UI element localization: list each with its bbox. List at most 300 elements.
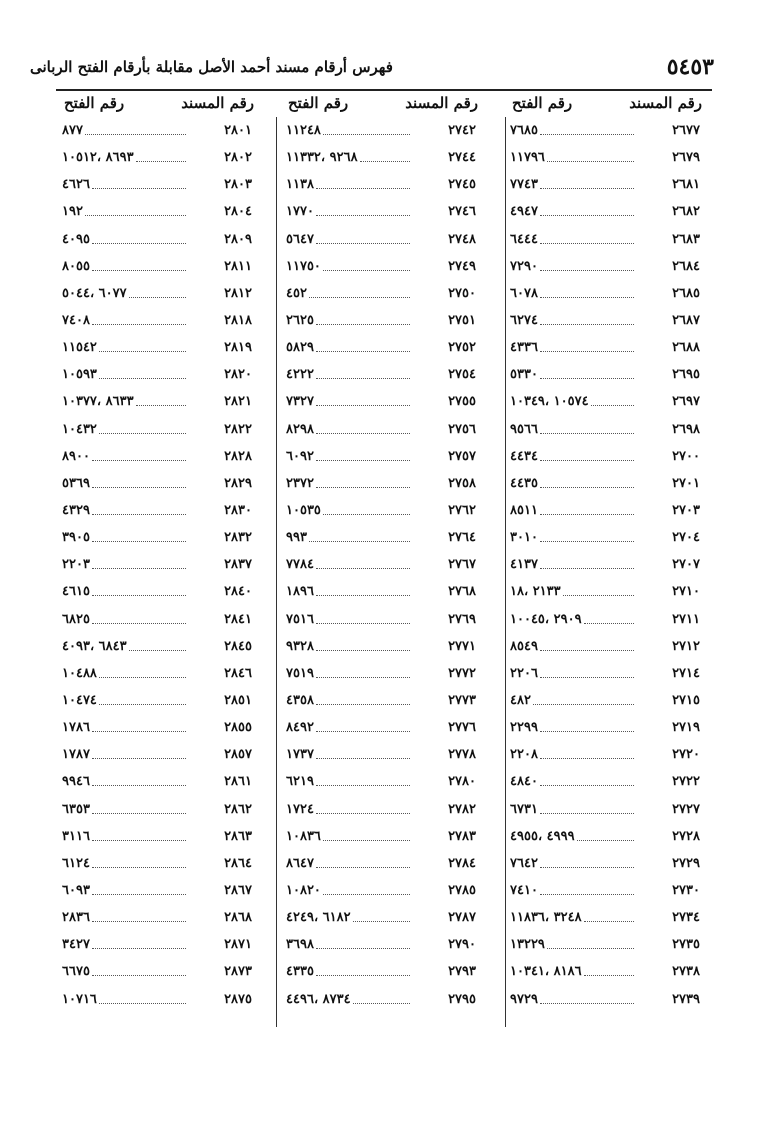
index-row bbox=[504, 768, 712, 795]
fath-number: ١٧٧٠ bbox=[286, 204, 314, 220]
running-title: فهرس أرقام مسند أحمد الأصل مقابلة بأرقام الفتح الربانى bbox=[30, 58, 393, 76]
index-row bbox=[504, 443, 712, 470]
fath-number: ٢١٣٣ ،١٨ bbox=[510, 584, 561, 600]
index-row bbox=[56, 958, 264, 985]
fath-number: ٦٣٥٣ bbox=[62, 801, 90, 817]
fath-number: ٩٣٢٨ bbox=[286, 638, 314, 654]
musnad-number: ٢٧٤٢ bbox=[448, 123, 476, 139]
index-row bbox=[504, 117, 712, 144]
fath-number: ٣١١٦ bbox=[62, 828, 90, 844]
dot-leader bbox=[92, 975, 186, 976]
musnad-number: ٢٧١٢ bbox=[672, 638, 700, 654]
fath-number: ٣٩٠٥ bbox=[62, 530, 90, 546]
fath-number: ١٧٨٧ bbox=[62, 747, 90, 763]
index-row bbox=[504, 796, 712, 823]
musnad-number: ٢٧١١ bbox=[672, 611, 700, 627]
index-row bbox=[56, 687, 264, 714]
fath-number: ٨٠٥٥ bbox=[62, 258, 90, 274]
fath-number: ٦٠٧٨ bbox=[510, 285, 538, 301]
fath-number: ٦٠٩٣ bbox=[62, 883, 90, 898]
musnad-number: ٢٧٥١ bbox=[448, 313, 476, 329]
musnad-number: ٢٨٠٣ bbox=[224, 177, 252, 193]
musnad-number: ٢٧٧١ bbox=[448, 638, 476, 654]
index-row bbox=[504, 850, 712, 877]
musnad-number: ٢٦٨١ bbox=[672, 177, 700, 193]
dot-leader bbox=[92, 623, 186, 624]
index-row bbox=[504, 606, 712, 633]
dot-leader bbox=[316, 595, 410, 596]
musnad-number: ٢٧٢٢ bbox=[672, 774, 700, 790]
fath-number: ٢٢٠٦ bbox=[510, 665, 538, 681]
index-row bbox=[280, 226, 488, 253]
index-row bbox=[280, 931, 488, 958]
index-row bbox=[280, 578, 488, 605]
dot-leader bbox=[584, 921, 634, 922]
musnad-number: ٢٧٦٩ bbox=[448, 611, 476, 627]
index-row bbox=[280, 551, 488, 578]
index-row bbox=[504, 931, 712, 958]
index-row bbox=[280, 986, 488, 1013]
dot-leader bbox=[316, 758, 410, 759]
index-row bbox=[56, 253, 264, 280]
dot-leader bbox=[563, 595, 634, 596]
fath-number: ٨٦٩٣ ،١٠٥١٢ bbox=[62, 150, 134, 166]
musnad-number: ٢٨٧١ bbox=[224, 937, 252, 953]
dot-leader bbox=[316, 324, 410, 325]
dot-leader bbox=[540, 541, 634, 542]
fath-number: ٣٠١٠ bbox=[510, 530, 538, 546]
fath-number: ٧٤٠٨ bbox=[62, 313, 90, 329]
index-column-2 bbox=[280, 117, 488, 1025]
fath-number: ٤٨٤٠ bbox=[510, 774, 538, 790]
fath-number: ٤٢٢٢ bbox=[286, 367, 314, 383]
index-row bbox=[56, 334, 264, 361]
index-row bbox=[504, 633, 712, 660]
dot-leader bbox=[92, 731, 186, 732]
musnad-number: ٢٨٣٧ bbox=[224, 557, 252, 573]
index-row bbox=[504, 958, 712, 985]
fath-number: ٦٠٩٢ bbox=[286, 448, 314, 464]
dot-leader bbox=[540, 813, 634, 814]
index-row bbox=[504, 171, 712, 198]
index-row bbox=[280, 768, 488, 795]
index-row bbox=[280, 144, 488, 171]
fath-number: ٩٢٦٨ ،١١٣٣٢ bbox=[286, 150, 358, 166]
musnad-number: ٢٧٦٢ bbox=[448, 503, 476, 519]
dot-leader bbox=[540, 270, 634, 271]
index-row bbox=[504, 578, 712, 605]
musnad-number: ٢٧٤٩ bbox=[448, 258, 476, 274]
dot-leader bbox=[540, 297, 634, 298]
fath-number: ١٠٨٢٠ bbox=[286, 883, 321, 898]
page-header bbox=[30, 54, 714, 88]
fath-number: ١٠٥٩٣ bbox=[62, 367, 97, 383]
dot-leader bbox=[129, 297, 186, 298]
musnad-number: ٢٧٨٠ bbox=[448, 774, 476, 790]
fath-number: ٤٩٩٩ ،٤٩٥٥ bbox=[510, 828, 575, 844]
dot-leader bbox=[92, 324, 186, 325]
fath-number: ٦٨٢٥ bbox=[62, 611, 90, 627]
index-row bbox=[504, 226, 712, 253]
column-headers bbox=[56, 91, 712, 117]
dot-leader bbox=[316, 188, 410, 189]
index-row bbox=[56, 850, 264, 877]
index-row bbox=[504, 714, 712, 741]
dot-leader bbox=[540, 650, 634, 651]
dot-leader bbox=[323, 894, 410, 895]
musnad-number: ٢٧٩٥ bbox=[448, 991, 476, 1007]
dot-leader bbox=[323, 134, 410, 135]
musnad-number: ٢٧١٠ bbox=[672, 584, 700, 600]
musnad-number: ٢٨٦١ bbox=[224, 774, 252, 790]
column-header-fath: رقم الفتح bbox=[512, 94, 573, 112]
musnad-number: ٢٨٣٠ bbox=[224, 503, 252, 519]
fath-number: ٦٨٤٣ ،٤٠٩٣ bbox=[62, 638, 127, 654]
musnad-number: ٢٧٨٧ bbox=[448, 910, 476, 926]
index-row bbox=[504, 986, 712, 1013]
dot-leader bbox=[353, 921, 410, 922]
fath-number: ٨١٨٦ ،١٠٣٤١ bbox=[510, 964, 582, 980]
dot-leader bbox=[92, 188, 186, 189]
musnad-number: ٢٧٨٢ bbox=[448, 801, 476, 817]
fath-number: ٩٩٣ bbox=[286, 530, 307, 546]
index-row bbox=[56, 497, 264, 524]
fath-number: ١٠٤٧٤ bbox=[62, 693, 97, 709]
dot-leader bbox=[540, 514, 634, 515]
index-row bbox=[56, 877, 264, 904]
fath-number: ٧٤١٠ bbox=[510, 883, 538, 898]
index-row bbox=[280, 117, 488, 144]
index-row bbox=[56, 226, 264, 253]
page-number: ٥٤٥٣ bbox=[666, 54, 714, 80]
dot-leader bbox=[540, 677, 634, 678]
musnad-number: ٢٨٠٢ bbox=[224, 150, 252, 166]
dot-leader bbox=[540, 324, 634, 325]
dot-leader bbox=[99, 433, 186, 434]
dot-leader bbox=[92, 595, 186, 596]
index-row bbox=[56, 904, 264, 931]
fath-number: ٧٦٤٢ bbox=[510, 855, 538, 871]
index-row bbox=[56, 416, 264, 443]
index-row bbox=[280, 606, 488, 633]
dot-leader bbox=[85, 134, 186, 135]
fath-number: ٨٥١١ bbox=[510, 503, 538, 519]
index-row bbox=[56, 823, 264, 850]
musnad-number: ٢٧٩٠ bbox=[448, 937, 476, 953]
dot-leader bbox=[540, 731, 634, 732]
fath-number: ٦٦٧٥ bbox=[62, 964, 90, 980]
fath-number: ٨٢٩٨ bbox=[286, 421, 314, 437]
fath-number: ٤٣٢٩ bbox=[62, 503, 90, 519]
index-row bbox=[280, 741, 488, 768]
index-row bbox=[280, 198, 488, 225]
fath-number: ٤٤٣٥ bbox=[510, 475, 538, 491]
index-row bbox=[504, 416, 712, 443]
musnad-number: ٢٨٢١ bbox=[224, 394, 252, 410]
dot-leader bbox=[92, 948, 186, 949]
index-row bbox=[504, 524, 712, 551]
fath-number: ٦٧٣١ bbox=[510, 801, 538, 817]
musnad-number: ٢٨١٩ bbox=[224, 340, 252, 356]
musnad-number: ٢٦٩٨ bbox=[672, 421, 700, 437]
fath-number: ٤٩٤٧ bbox=[510, 204, 538, 220]
musnad-number: ٢٧٨٣ bbox=[448, 828, 476, 844]
index-row bbox=[504, 741, 712, 768]
fath-number: ١٧٣٧ bbox=[286, 747, 314, 763]
index-row bbox=[56, 660, 264, 687]
index-row bbox=[56, 796, 264, 823]
index-row bbox=[504, 497, 712, 524]
index-row bbox=[56, 280, 264, 307]
index-row bbox=[504, 361, 712, 388]
musnad-number: ٢٧٧٢ bbox=[448, 665, 476, 681]
dot-leader bbox=[92, 867, 186, 868]
index-row bbox=[280, 687, 488, 714]
index-row bbox=[56, 551, 264, 578]
fath-number: ١٣٢٢٩ bbox=[510, 937, 545, 953]
index-row bbox=[504, 388, 712, 415]
musnad-number: ٢٨٤٦ bbox=[224, 665, 252, 681]
index-row bbox=[280, 388, 488, 415]
dot-leader bbox=[309, 541, 410, 542]
index-column-3 bbox=[56, 117, 264, 1025]
dot-leader bbox=[316, 623, 410, 624]
fath-number: ١٠٥٣٥ bbox=[286, 503, 321, 519]
fath-number: ٧٥١٩ bbox=[286, 665, 314, 681]
musnad-number: ٢٧٥٦ bbox=[448, 421, 476, 437]
dot-leader bbox=[584, 975, 634, 976]
musnad-number: ٢٨١١ bbox=[224, 258, 252, 274]
dot-leader bbox=[316, 243, 410, 244]
dot-leader bbox=[540, 487, 634, 488]
musnad-number: ٢٧٤٤ bbox=[448, 150, 476, 166]
dot-leader bbox=[92, 487, 186, 488]
dot-leader bbox=[323, 840, 410, 841]
index-row bbox=[56, 443, 264, 470]
musnad-number: ٢٧٨٤ bbox=[448, 855, 476, 871]
musnad-number: ٢٧٣٥ bbox=[672, 937, 700, 953]
fath-number: ٩٥٦٦ bbox=[510, 421, 538, 437]
musnad-number: ٢٨٧٣ bbox=[224, 964, 252, 980]
index-row bbox=[280, 958, 488, 985]
fath-number: ٢٦٢٥ bbox=[286, 313, 314, 329]
fath-number: ١٧٢٤ bbox=[286, 801, 314, 817]
dot-leader bbox=[316, 351, 410, 352]
musnad-number: ٢٧٠٤ bbox=[672, 530, 700, 546]
dot-leader bbox=[540, 460, 634, 461]
musnad-number: ٢٧١٥ bbox=[672, 693, 700, 709]
dot-leader bbox=[540, 215, 634, 216]
musnad-number: ٢٧٣٤ bbox=[672, 910, 700, 926]
dot-leader bbox=[533, 704, 634, 705]
fath-number: ٢٢٩٩ bbox=[510, 720, 538, 736]
fath-number: ١٨٩٦ bbox=[286, 584, 314, 600]
musnad-number: ٢٨٦٧ bbox=[224, 883, 252, 898]
index-row bbox=[56, 741, 264, 768]
musnad-number: ٢٧٣٠ bbox=[672, 883, 700, 898]
dot-leader bbox=[540, 1003, 634, 1004]
fath-number: ٨٧٧ bbox=[62, 123, 83, 139]
musnad-number: ٢٨٤٥ bbox=[224, 638, 252, 654]
musnad-number: ٢٦٨٢ bbox=[672, 204, 700, 220]
musnad-number: ٢٨٦٢ bbox=[224, 801, 252, 817]
index-row bbox=[56, 606, 264, 633]
fath-number: ٧٧٨٤ bbox=[286, 557, 314, 573]
fath-number: ١١٥٤٢ bbox=[62, 340, 97, 356]
index-row bbox=[504, 660, 712, 687]
fath-number: ٨٦٤٧ bbox=[286, 855, 314, 871]
index-row bbox=[280, 253, 488, 280]
dot-leader bbox=[92, 514, 186, 515]
column-header-musnad: رقم المسند bbox=[181, 94, 254, 112]
index-row bbox=[504, 904, 712, 931]
fath-number: ١٠٤٨٨ bbox=[62, 665, 97, 681]
musnad-number: ٢٧٩٣ bbox=[448, 964, 476, 980]
fath-number: ١١٧٥٠ bbox=[286, 258, 321, 274]
dot-leader bbox=[99, 1003, 186, 1004]
fath-number: ٨٦٣٣ ،١٠٣٧٧ bbox=[62, 394, 134, 410]
fath-number: ١١٧٩٦ bbox=[510, 150, 545, 166]
dot-leader bbox=[316, 813, 410, 814]
fath-number: ٨٥٤٩ bbox=[510, 638, 538, 654]
musnad-number: ٢٧٥٥ bbox=[448, 394, 476, 410]
dot-leader bbox=[316, 677, 410, 678]
musnad-number: ٢٧٧٨ bbox=[448, 747, 476, 763]
fath-number: ٢٣٧٢ bbox=[286, 475, 314, 491]
index-row bbox=[504, 470, 712, 497]
dot-leader bbox=[540, 568, 634, 569]
musnad-number: ٢٧٦٧ bbox=[448, 557, 476, 573]
fath-number: ٤٣٥٨ bbox=[286, 693, 314, 709]
fath-number: ١٠٧١٦ bbox=[62, 991, 97, 1007]
dot-leader bbox=[577, 840, 634, 841]
fath-number: ١٠٤٣٢ bbox=[62, 421, 97, 437]
dot-leader bbox=[92, 758, 186, 759]
musnad-number: ٢٧٦٨ bbox=[448, 584, 476, 600]
index-row bbox=[280, 877, 488, 904]
dot-leader bbox=[316, 460, 410, 461]
dot-leader bbox=[540, 243, 634, 244]
index-row bbox=[56, 144, 264, 171]
musnad-number: ٢٧٠٠ bbox=[672, 448, 700, 464]
fath-number: ٤٥٢ bbox=[286, 285, 307, 301]
dot-leader bbox=[540, 351, 634, 352]
musnad-number: ٢٧٤٦ bbox=[448, 204, 476, 220]
musnad-number: ٢٧٢٨ bbox=[672, 828, 700, 844]
musnad-number: ٢٨٥٧ bbox=[224, 747, 252, 763]
column-header-group-1 bbox=[504, 91, 712, 117]
dot-leader bbox=[323, 514, 410, 515]
musnad-number: ٢٧٧٣ bbox=[448, 693, 476, 709]
musnad-number: ٢٨٧٥ bbox=[224, 991, 252, 1007]
column-header-musnad: رقم المسند bbox=[405, 94, 478, 112]
musnad-number: ٢٨٢٨ bbox=[224, 448, 252, 464]
musnad-number: ٢٧٧٦ bbox=[448, 720, 476, 736]
musnad-number: ٢٦٨٤ bbox=[672, 258, 700, 274]
dot-leader bbox=[540, 433, 634, 434]
musnad-number: ٢٧٦٤ bbox=[448, 530, 476, 546]
musnad-number: ٢٧٤٨ bbox=[448, 231, 476, 247]
fath-number: ٢٩٠٩ ،١٠٠٤٥ bbox=[510, 611, 582, 627]
fath-number: ٤٠٩٥ bbox=[62, 231, 90, 247]
index-row bbox=[280, 497, 488, 524]
fath-number: ٩٩٤٦ bbox=[62, 774, 90, 790]
index-row bbox=[56, 198, 264, 225]
dot-leader bbox=[540, 378, 634, 379]
fath-number: ٨٧٣٤ ،٤٤٩٦ bbox=[286, 991, 351, 1007]
dot-leader bbox=[547, 948, 634, 949]
fath-number: ١١٣٨ bbox=[286, 177, 314, 193]
fath-number: ٢٨٣٦ bbox=[62, 910, 90, 926]
dot-leader bbox=[540, 134, 634, 135]
fath-number: ٥٨٢٩ bbox=[286, 340, 314, 356]
index-row bbox=[280, 307, 488, 334]
musnad-number: ٢٨١٢ bbox=[224, 285, 252, 301]
fath-number: ٤٣٣٦ bbox=[510, 340, 538, 356]
fath-number: ٢٢٠٣ bbox=[62, 557, 90, 573]
musnad-number: ٢٨٢٢ bbox=[224, 421, 252, 437]
dot-leader bbox=[316, 867, 410, 868]
index-row bbox=[280, 796, 488, 823]
column-divider bbox=[276, 117, 277, 1027]
index-row bbox=[504, 144, 712, 171]
musnad-number: ٢٧٠٧ bbox=[672, 557, 700, 573]
fath-number: ٤٣٣٥ bbox=[286, 964, 314, 980]
musnad-number: ٢٦٩٥ bbox=[672, 367, 700, 383]
index-row bbox=[56, 307, 264, 334]
fath-number: ١٠٥٧٤ ،١٠٣٤٩ bbox=[510, 394, 589, 410]
index-row bbox=[280, 416, 488, 443]
index-row bbox=[280, 714, 488, 741]
musnad-number: ٢٨٥٥ bbox=[224, 720, 252, 736]
index-row bbox=[280, 904, 488, 931]
index-row bbox=[504, 334, 712, 361]
musnad-number: ٢٧٥٨ bbox=[448, 475, 476, 491]
dot-leader bbox=[92, 270, 186, 271]
dot-leader bbox=[316, 215, 410, 216]
index-row bbox=[504, 551, 712, 578]
dot-leader bbox=[136, 405, 186, 406]
dot-leader bbox=[136, 161, 186, 162]
dot-leader bbox=[316, 731, 410, 732]
fath-number: ٣٤٢٧ bbox=[62, 937, 90, 953]
index-row bbox=[56, 633, 264, 660]
musnad-number: ٢٧٥٢ bbox=[448, 340, 476, 356]
musnad-number: ٢٨٢٩ bbox=[224, 475, 252, 491]
index-row bbox=[56, 986, 264, 1013]
fath-number: ٧٧٤٣ bbox=[510, 177, 538, 193]
dot-leader bbox=[316, 785, 410, 786]
fath-number: ٨٩٠٠ bbox=[62, 448, 90, 464]
fath-number: ٤١٣٧ bbox=[510, 557, 538, 573]
musnad-number: ٢٦٨٣ bbox=[672, 231, 700, 247]
dot-leader bbox=[353, 1003, 410, 1004]
index-row bbox=[56, 171, 264, 198]
musnad-number: ٢٧٥٧ bbox=[448, 448, 476, 464]
fath-number: ٤٦٢٦ bbox=[62, 177, 90, 193]
index-row bbox=[280, 633, 488, 660]
dot-leader bbox=[99, 704, 186, 705]
dot-leader bbox=[540, 894, 634, 895]
fath-number: ٧٦٨٥ bbox=[510, 123, 538, 139]
dot-leader bbox=[591, 405, 634, 406]
musnad-number: ٢٨٦٣ bbox=[224, 828, 252, 844]
dot-leader bbox=[92, 568, 186, 569]
column-header-fath: رقم الفتح bbox=[288, 94, 349, 112]
dot-leader bbox=[316, 975, 410, 976]
dot-leader bbox=[540, 188, 634, 189]
index-row bbox=[280, 443, 488, 470]
